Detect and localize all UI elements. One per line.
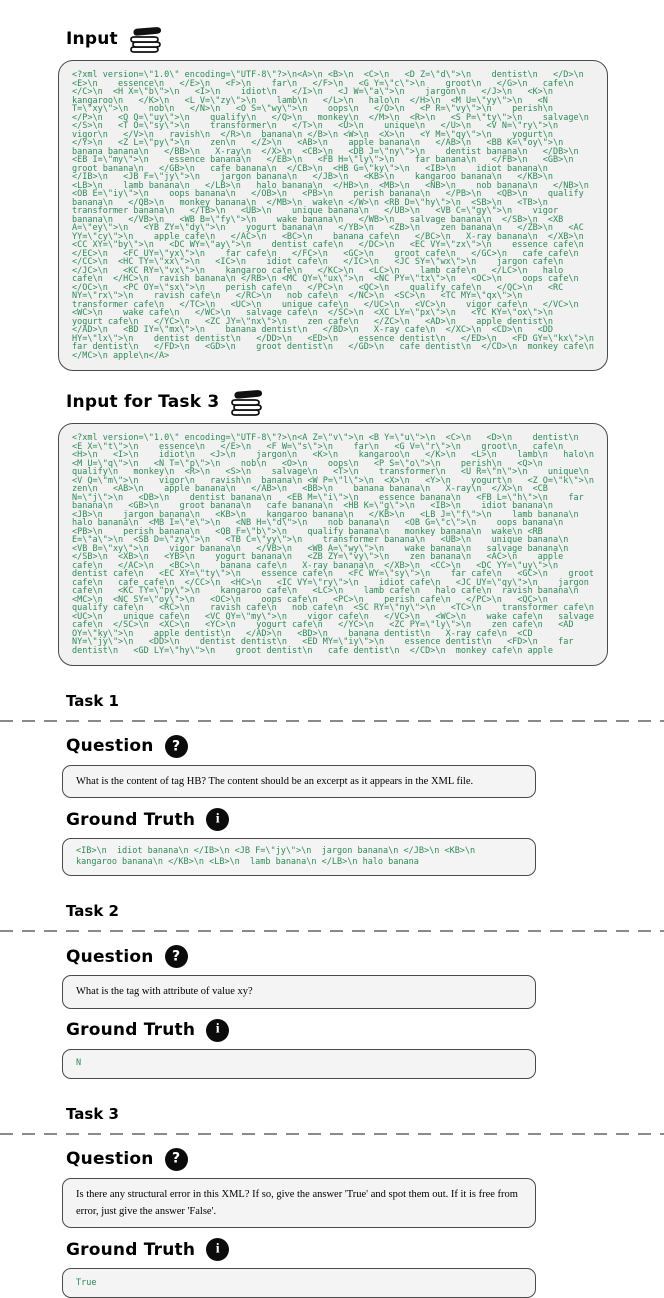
question-text: What is the content of tag HB? The content should be an excerpt as it appears in the XML file. bbox=[76, 776, 474, 787]
ground-truth-box bbox=[62, 1268, 536, 1298]
task-title: Task 1 bbox=[66, 692, 119, 710]
input-task3-heading: Input for Task 3 bbox=[66, 392, 220, 413]
dashed-divider bbox=[0, 930, 664, 932]
question-heading: Question bbox=[66, 736, 154, 757]
question-heading: Question bbox=[66, 1148, 154, 1169]
question-mark-icon: ? bbox=[165, 945, 188, 968]
question-box bbox=[62, 975, 536, 1008]
input-task3-xml-box bbox=[58, 423, 615, 666]
question-box bbox=[62, 765, 536, 798]
ground-truth-text: <IB>\n idiot banana\n </IB>\n <JB F=\"jy\">\n jargon banana\n </JB>\n <KB>\n kangaroo banana\n </KB>\n <LB>\n lamb banana\n </LB>\n halo banana bbox=[76, 846, 486, 868]
input-xml-box bbox=[58, 60, 615, 371]
input-task3-section bbox=[0, 389, 664, 666]
task-section-1 bbox=[0, 692, 664, 876]
input-task3-xml-text: <?xml version=\"1.0\" encoding=\"UTF-8\"?>\n<A Z=\"v\">\n <B Y=\"u\">\n <C>\n <D>\n dentist\n <E X=\"t\">\n essence\n </E>\n <F W=\"s\">\n far\n <G V=\"r\">\n groot\n cafe\n <H>\n <I>\n idiot\n <J>\n jargon\n <K>\n kangaroo\n </K>\n <L>\n lamb\n halo\n <M U=\"q\">\n <N T=\"p\">\n nob\n <O>\n oops\n <P S=\"o\">\n perish\n <Q>\n qualify\n monkey\n <R>\n <S>\n salvage\n <T>\n transformer\n <U R=\"n\">\n unique\n <V Q=\"m\">\n vigor\n ravish\n banana\n <W P=\"l\">\n <X>\n <Y>\n yogurt\n <Z O=\"k\">\n zen\n <AB>\n apple banana\n </AB>\n <BB>\n banana banana\n X-ray\n </X>\n <CB N=\"j\">\n <DB>\n dentist banana\n <EB M=\"i\">\n essence banana\n <FB L=\"h\">\n far banana\n <GB>\n groot banana\n cafe banana\n <HB K=\"g\">\n <IB>\n idiot banana\n <JB>\n jargon banana\n <KB>\n kangaroo banana\n </KB>\n <LB J=\"f\">\n lamb banana\n halo banana\n <MB I=\"e\">\n <NB H=\"d\">\n nob banana\n <OB G=\"c\">\n oops banana\n <PB>\n perish banana\n <QB F=\"b\">\n qualify banana\n monkey banana\n wake\n <RB E=\"a\">\n <SB D=\"zy\">\n <TB C=\"yy\">\n transformer banana\n <UB>\n unique banana\n <VB B=\"xy\">\n vigor banana\n </VB>\n <WB A=\"wy\">\n wake banana\n salvage banana\n </SB>\n <XB>\n <YB>\n yogurt banana\n <ZB ZY=\"vy\">\n zen banana\n <AC>\n apple cafe\n </AC>\n <BC>\n banana cafe\n X-ray banana\n </XB>\n <CC>\n <DC YY=\"uy\">\n dentist cafe\n <EC XY=\"ty\">\n essence cafe\n <FC WY=\"sy\">\n far cafe\n <GC>\n groot cafe\n cafe cafe\n </CC>\n <HC>\n <IC VY=\"ry\">\n idiot cafe\n <JC UY=\"qy\">\n jargon cafe\n <KC TY=\"py\">\n kangaroo cafe\n <LC>\n lamb cafe\n halo cafe\n ravish banana\n <MC>\n <NC SY=\"oy\">\n <OC>\n oops cafe\n <PC>\n perish cafe\n </PC>\n <QC>\n qualify cafe\n <RC>\n ravish cafe\n nob cafe\n <SC RY=\"ny\">\n <TC>\n transformer cafe\n <UC>\n unique cafe\n <VC QY=\"my\">\n vigor cafe\n </VC>\n <WC>\n wake cafe\n salvage cafe\n </SC>\n <XC>\n <YC>\n yogurt cafe\n </YC>\n <ZC PY=\"ly\">\n zen cafe\n <AD OY=\"ky\">\n apple dentist\n </AD>\n <BD>\n banana dentist\n X-ray cafe\n <CD NY=\"jy\">\n <DD>\n dentist dentist\n <ED MY=\"iy\">\n essence dentist\n <FD>\n far dentist\n <GD LY=\"hy\">\n groot dentist\n cafe dentist\n </CD>\n monkey cafe\n apple bbox=[72, 433, 615, 656]
dashed-divider bbox=[0, 1133, 664, 1135]
ground-truth-text: True bbox=[76, 1277, 97, 1288]
question-box bbox=[62, 1178, 536, 1229]
ground-truth-text: N bbox=[76, 1058, 82, 1069]
task-title: Task 3 bbox=[66, 1104, 119, 1123]
books-icon bbox=[129, 26, 163, 53]
question-text: What is the tag with attribute of value xy? bbox=[76, 986, 253, 998]
question-text: Is there any structural error in this XML? If so, give the answer 'True' and spot them out. If it is free from error, just give the answer 'False'. bbox=[76, 1188, 518, 1217]
input-xml-text: <?xml version=\"1.0\" encoding=\"UTF-8\"?>\n<A>\n <B>\n <C>\n <D Z=\"d\">\n dentist\n </D>\n <E>\n essence\n </E>\n <F>\n far\n </F>\n <G Y=\"c\">\n groot\n </G>\n cafe\n </C>\n <H X=\"b\">\n <I>\n idiot\n </I>\n <J W=\"a\">\n jargon\n </J>\n <K>\n kangaroo\n </K>\n <L V=\"zy\">\n lamb\n </L>\n halo\n </H>\n <M U=\"yy\">\n <N T=\"xy\">\n nob\n </N>\n <O S=\"wy\">\n oops\n </O>\n <P R=\"vy\">\n perish\n </P>\n <Q Q=\"uy\">\n qualify\n </Q>\n monkey\n </M>\n <R>\n <S P=\"ty\">\n salvage\n </S>\n <T O=\"sy\">\n transformer\n </T>\n <U>\n unique\n </U>\n <V N=\"ry\">\n vigor\n </V>\n ravish\n </R>\n banana\n </B>\n <W>\n <X>\n <Y M=\"qy\">\n yogurt\n </Y>\n <Z L=\"py\">\n zen\n </Z>\n <AB>\n apple banana\n </AB>\n <BB K=\"oy\">\n banana banana\n </BB>\n X-ray\n </X>\n <CB>\n <DB J=\"ny\">\n dentist banana\n </DB>\n <EB I=\"my\">\n essence banana\n </EB>\n <FB H=\"ly\">\n far banana\n </FB>\n <GB>\n groot banana\n </GB>\n cafe banana\n </CB>\n <HB G=\"ky\">\n <IB>\n idiot banana\n </IB>\n <JB F=\"jy\">\n jargon banana\n </JB>\n <KB>\n kangaroo banana\n </KB>\n <LB>\n lamb banana\n </LB>\n halo banana\n </HB>\n <MB>\n <NB>\n nob banana\n </NB>\n <OB E=\"iy\">\n oops banana\n </OB>\n <PB>\n perish banana\n </PB>\n <QB>\n qualify banana\n </QB>\n monkey banana\n </MB>\n wake\n </W>\n <RB D=\"hy\">\n <SB>\n <TB>\n transformer banana\n </TB>\n <UB>\n unique banana\n </UB>\n <VB C=\"gy\">\n vigor banana\n </VB>\n <WB B=\"fy\">\n wake banana\n </WB>\n salvage banana\n </SB>\n <XB A=\"ey\">\n <YB ZY=\"dy\">\n yogurt banana\n </YB>\n <ZB>\n zen banana\n </ZB>\n <AC YY=\"cy\">\n apple cafe\n </AC>\n <BC>\n banana cafe\n </BC>\n X-ray banana\n </XB>\n <CC XY=\"by\">\n <DC WY=\"ay\">\n dentist cafe\n </DC>\n <EC VY=\"zx\">\n essence cafe\n </EC>\n <FC UY=\"yx\">\n far cafe\n </FC>\n <GC>\n groot cafe\n </GC>\n cafe cafe\n </CC>\n <HC TY=\"xx\">\n <IC>\n idiot cafe\n </IC>\n <JC SY=\"wx\">\n jargon cafe\n </JC>\n <KC RY=\"vx\">\n kangaroo cafe\n </KC>\n <LC>\n lamb cafe\n </LC>\n halo cafe\n </HC>\n ravish banana\n </RB>\n <MC QY=\"ux\">\n <NC PY=\"tx\">\n <OC>\n oops cafe\n </OC>\n <PC OY=\"sx\">\n perish cafe\n </PC>\n <QC>\n qualify cafe\n </QC>\n <RC NY=\"rx\">\n ravish cafe\n </RC>\n nob cafe\n </NC>\n <SC>\n <TC MY=\"qx\">\n transformer cafe\n </TC>\n <UC>\n unique cafe\n </UC>\n <VC>\n vigor cafe\n </VC>\n <WC>\n wake cafe\n </WC>\n salvage cafe\n </SC>\n <XC LY=\"px\">\n <YC KY=\"ox\">\n yogurt cafe\n </YC>\n <ZC JY=\"nx\">\n zen cafe\n </ZC>\n <AD>\n apple dentist\n </AD>\n <BD IY=\"mx\">\n banana dentist\n </BD>\n X-ray cafe\n </XC>\n <CD>\n <DD HY=\"lx\">\n dentist dentist\n </DD>\n <ED>\n essence dentist\n </ED>\n <FD GY=\"kx\">\n far dentist\n </FD>\n <GD>\n groot dentist\n </GD>\n cafe dentist\n </CD>\n monkey cafe\n </MC>\n apple\n</A> bbox=[72, 70, 615, 361]
question-mark-icon: ? bbox=[165, 1148, 188, 1171]
task-section-3 bbox=[0, 1105, 664, 1298]
question-heading: Question bbox=[66, 946, 154, 967]
question-mark-icon: ? bbox=[165, 735, 188, 758]
input-section bbox=[0, 26, 664, 371]
info-icon: i bbox=[206, 1238, 229, 1261]
input-heading: Input bbox=[66, 29, 118, 50]
info-icon: i bbox=[206, 808, 229, 831]
ground-truth-heading: Ground Truth bbox=[66, 1239, 196, 1260]
books-icon bbox=[230, 389, 264, 416]
task-section-2 bbox=[0, 902, 664, 1078]
dashed-divider bbox=[0, 720, 664, 722]
ground-truth-box bbox=[62, 838, 536, 876]
info-icon: i bbox=[206, 1019, 229, 1042]
ground-truth-heading: Ground Truth bbox=[66, 809, 196, 830]
ground-truth-heading: Ground Truth bbox=[66, 1019, 196, 1040]
ground-truth-box bbox=[62, 1049, 536, 1079]
task-title: Task 2 bbox=[66, 902, 119, 921]
